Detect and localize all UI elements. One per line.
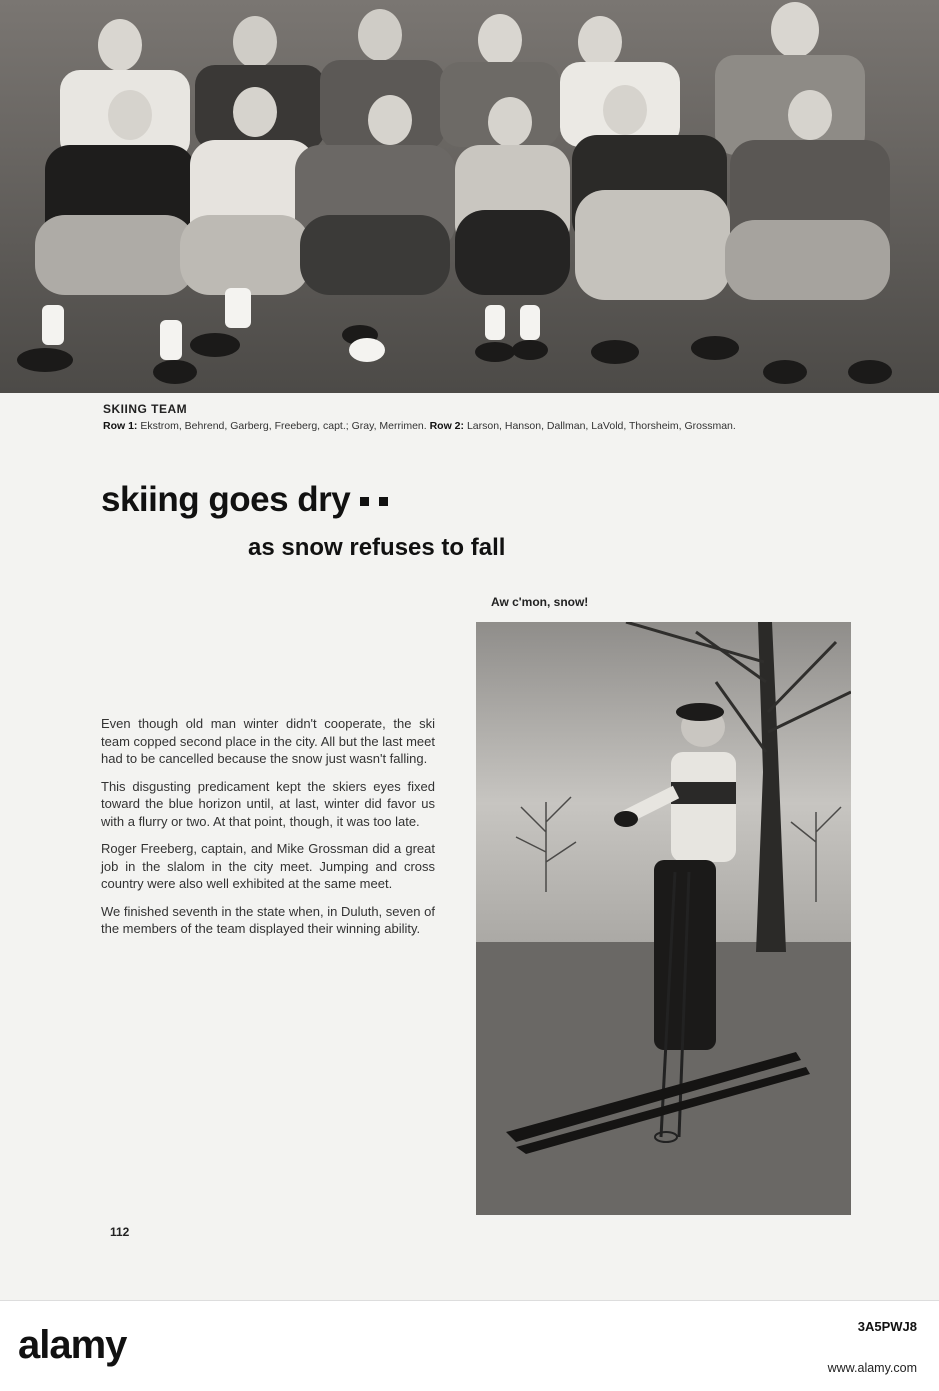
row2-label: Row 2:: [429, 420, 465, 432]
team-photo: [0, 0, 939, 393]
paragraph-4: We finished seventh in the state when, in Duluth, seven of the members of the team displayed their winning ability.: [101, 903, 435, 936]
row1-names: Ekstrom, Behrend, Garberg, Freeberg, capt.; Gray, Merrimen.: [140, 420, 427, 432]
subheadline: as snow refuses to fall: [248, 534, 506, 561]
headline: [101, 480, 388, 520]
page-number: 112: [110, 1225, 130, 1239]
brand-name: alamy: [18, 1323, 127, 1367]
caption-title: SKIING TEAM: [103, 402, 188, 416]
row1-label: Row 1:: [103, 420, 138, 432]
watermark-footer: [0, 1300, 939, 1391]
brand-logo: [0, 1301, 170, 1391]
skier-photo: [476, 622, 851, 1215]
photo-caption: Aw c'mon, snow!: [491, 595, 589, 609]
headline-square-2: [379, 497, 388, 506]
skier-photo-illustration: [476, 622, 851, 1215]
paragraph-1: Even though old man winter didn't cooperate, the ski team copped second place in the city. All but the last meet had to be cancelled because the snow just wasn't falling.: [101, 716, 435, 766]
caption-text: [103, 420, 863, 432]
article-body: [101, 715, 435, 948]
site-url: www.alamy.com: [827, 1361, 917, 1375]
headline-square-1: [360, 497, 369, 506]
headline-main: skiing goes dry: [101, 480, 351, 519]
paragraph-2: This disgusting predicament kept the skiers eyes fixed toward the blue horizon until, at last, winter did favor us with a flurry or two. At that point, though, it was too late.: [101, 778, 435, 829]
image-id: 3A5PWJ8: [857, 1319, 917, 1334]
team-photo-illustration: [0, 0, 939, 393]
row2-names: Larson, Hanson, Dallman, LaVold, Thorsheim, Grossman.: [466, 420, 736, 432]
paragraph-3: Roger Freeberg, captain, and Mike Grossman did a great job in the slalom in the city meet. Jumping and cross country were also well exhibited at the same meet.: [101, 841, 435, 891]
